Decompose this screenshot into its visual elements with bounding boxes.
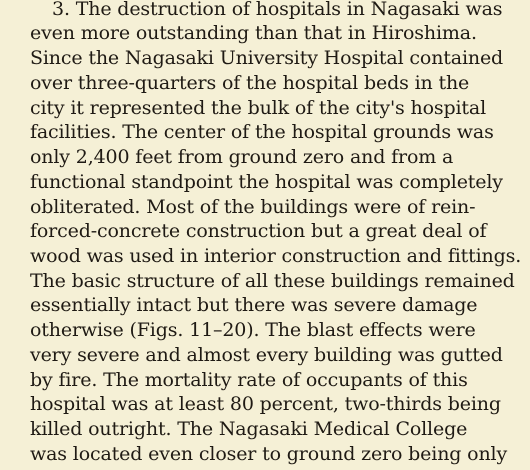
text-line: city it represented the bulk of the city's hospital [30,97,487,119]
text-line: was located even closer to ground zero being only [30,443,508,465]
text-line: by fire. The mortality rate of occupants of this [30,369,468,391]
text-line: even more outstanding than that in Hiroshima. [30,22,477,44]
text-line: over three-quarters of the hospital beds in the [30,72,470,94]
text-line: killed outright. The Nagasaki Medical College [30,418,468,440]
text-line: very severe and almost every building was gutted [30,344,503,366]
text-line: obliterated. Most of the buildings were of rein- [30,196,476,218]
text-line: Since the Nagasaki University Hospital contained [30,47,504,69]
text-line: functional standpoint the hospital was completely [30,171,503,193]
text-line: only 2,400 feet from ground zero and from a [30,146,454,168]
text-line: facilities. The center of the hospital grounds was [30,121,494,143]
text-line: The basic structure of all these buildings remained [30,270,515,292]
text-line: forced-concrete construction but a great deal of [30,220,487,242]
text-line: 3. The destruction of hospitals in Nagasaki was [52,0,503,20]
text-line: otherwise (Figs. 11–20). The blast effects were [30,319,476,341]
text-line: essentially intact but there was severe damage [30,294,478,316]
text-line: hospital was at least 80 percent, two-thirds being [30,393,501,415]
text-line: wood was used in interior construction and fittings. [30,245,522,267]
